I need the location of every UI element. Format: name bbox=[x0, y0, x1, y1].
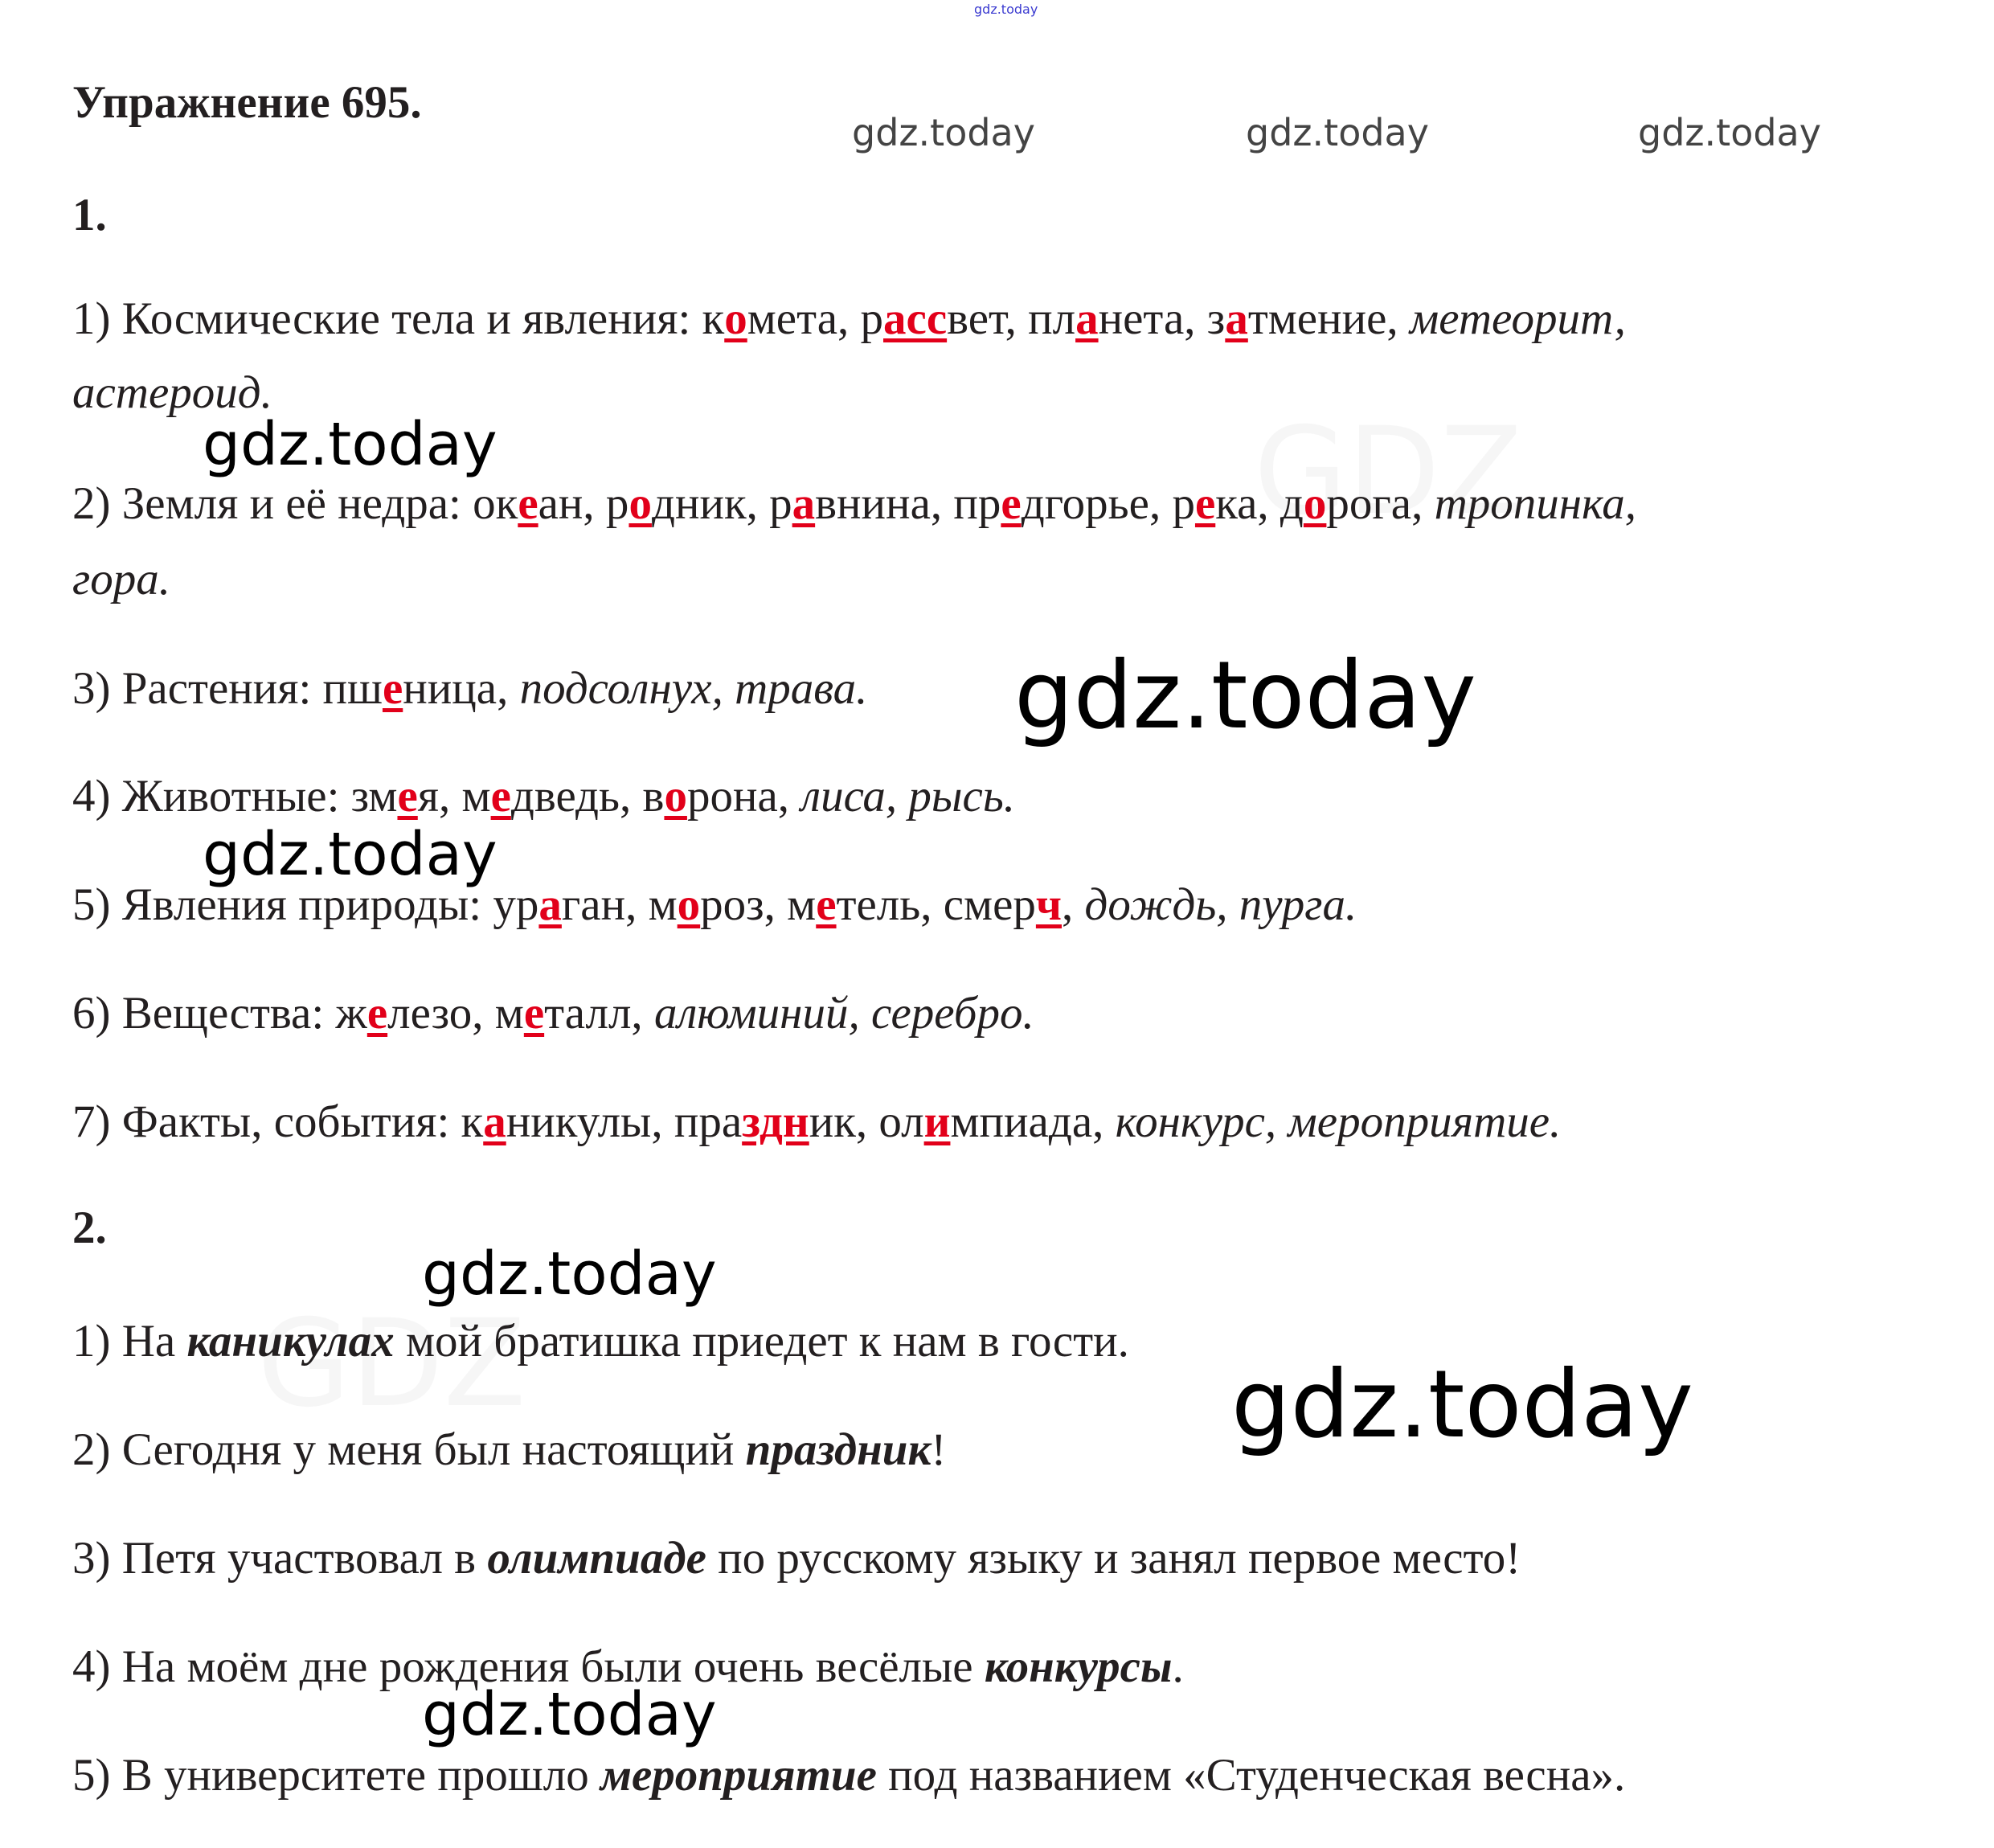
spelling-highlight: а bbox=[1075, 293, 1099, 344]
spelling-highlight: е bbox=[523, 988, 545, 1039]
watermark-top: gdz.today bbox=[974, 2, 1038, 17]
watermark: gdz.today bbox=[1014, 641, 1476, 750]
answer-line bbox=[72, 771, 1016, 822]
text-segment: 2) Земля и её недра: ок bbox=[72, 478, 518, 529]
spelling-highlight: а bbox=[538, 879, 562, 930]
text-segment: 4) На моём дне рождения были очень весёлые bbox=[72, 1641, 985, 1692]
watermark: gdz.today bbox=[1638, 111, 1821, 154]
added-example: гора. bbox=[72, 554, 170, 604]
answer-line bbox=[72, 478, 1637, 529]
text-segment: мой братишка приедет к нам в гости. bbox=[394, 1316, 1129, 1367]
emphasized-word: каникулах bbox=[186, 1316, 395, 1367]
emphasized-word: мероприятие bbox=[600, 1750, 877, 1801]
text-segment: тель, смер bbox=[836, 879, 1036, 930]
text-segment: рога, bbox=[1326, 478, 1435, 529]
spelling-highlight: асс bbox=[883, 293, 948, 344]
text-segment: вет, пл bbox=[947, 293, 1076, 344]
text-segment: 4) Животные: зм bbox=[72, 771, 398, 822]
text-segment: ка, д bbox=[1215, 478, 1304, 529]
sentence-line bbox=[72, 1533, 1521, 1584]
emphasized-word: олимпиаде bbox=[487, 1533, 706, 1584]
text-segment: тмение, bbox=[1247, 293, 1410, 344]
watermark: gdz.today bbox=[1246, 111, 1429, 154]
added-example: метеорит, bbox=[1409, 293, 1626, 344]
text-segment: 7) Факты, события: к bbox=[72, 1096, 484, 1147]
text-segment: мпиада, bbox=[950, 1096, 1116, 1147]
text-segment: 3) Петя участвовал в bbox=[72, 1533, 488, 1584]
answer-line bbox=[72, 293, 1626, 344]
added-example: лиса, рысь. bbox=[800, 771, 1016, 822]
spelling-highlight: е bbox=[382, 663, 403, 714]
text-segment: внина, пр bbox=[815, 478, 1001, 529]
text-segment: 5) Явления природы: ур bbox=[72, 879, 539, 930]
spelling-highlight: о bbox=[724, 293, 747, 344]
answer-line bbox=[72, 663, 868, 714]
spelling-highlight: здн bbox=[742, 1096, 809, 1147]
text-segment: рона, bbox=[686, 771, 801, 822]
answer-line bbox=[72, 367, 272, 418]
spelling-highlight: ч bbox=[1035, 879, 1063, 930]
text-segment: ница, bbox=[403, 663, 520, 714]
spelling-highlight: о bbox=[628, 478, 652, 529]
text-segment: 1) На bbox=[72, 1316, 187, 1367]
spelling-highlight: о bbox=[664, 771, 687, 822]
spelling-highlight: е bbox=[397, 771, 418, 822]
added-example: подсолнух, трава. bbox=[519, 663, 868, 714]
watermark: gdz.today bbox=[1231, 1350, 1693, 1459]
watermark: gdz.today bbox=[422, 1240, 717, 1309]
sentence-line bbox=[72, 1641, 1184, 1692]
text-segment: никулы, пра bbox=[506, 1096, 743, 1147]
text-segment: . bbox=[1172, 1641, 1184, 1692]
part-1-label: 1. bbox=[72, 190, 107, 240]
spelling-highlight: о bbox=[677, 879, 701, 930]
emphasized-word: конкурсы bbox=[984, 1641, 1173, 1692]
sentence-line bbox=[72, 1750, 1626, 1801]
text-segment: мета, р bbox=[747, 293, 884, 344]
added-example: конкурс, мероприятие. bbox=[1115, 1096, 1562, 1147]
text-segment: 6) Вещества: ж bbox=[72, 988, 367, 1039]
added-example: дождь, пурга. bbox=[1084, 879, 1357, 930]
text-segment: ! bbox=[931, 1424, 947, 1475]
watermark: gdz.today bbox=[203, 820, 497, 889]
text-segment: 3) Растения: пш bbox=[72, 663, 383, 714]
spelling-highlight: е bbox=[1194, 478, 1216, 529]
text-segment: ан, р bbox=[538, 478, 629, 529]
spelling-highlight: е bbox=[490, 771, 511, 822]
text-segment: я, м bbox=[417, 771, 491, 822]
added-example: тропинка, bbox=[1434, 478, 1637, 529]
part-2-label: 2. bbox=[72, 1203, 107, 1253]
text-segment: по русскому языку и занял первое место! bbox=[706, 1533, 1521, 1584]
text-segment: 1) Космические тела и явления: к bbox=[72, 293, 725, 344]
added-example: астероид. bbox=[72, 367, 272, 418]
text-segment: дник, р bbox=[651, 478, 792, 529]
spelling-highlight: е bbox=[518, 478, 538, 529]
text-segment: лезо, м bbox=[387, 988, 524, 1039]
text-segment: 2) Сегодня у меня был настоящий bbox=[72, 1424, 746, 1475]
answer-line bbox=[72, 879, 1357, 930]
added-example: алюминий, серебро. bbox=[653, 988, 1034, 1039]
text-segment: ик, ол bbox=[809, 1096, 924, 1147]
spelling-highlight: а bbox=[483, 1096, 506, 1147]
sentence-line bbox=[72, 1424, 947, 1475]
spelling-highlight: а bbox=[792, 478, 816, 529]
text-segment: ган, м bbox=[561, 879, 678, 930]
answer-line bbox=[72, 556, 170, 602]
exercise-title: Упражнение 695. bbox=[72, 77, 422, 128]
spelling-highlight: о bbox=[1303, 478, 1327, 529]
text-segment: талл, bbox=[544, 988, 654, 1039]
answer-line bbox=[72, 1096, 1562, 1147]
text-segment: роз, м bbox=[700, 879, 817, 930]
sentence-line bbox=[72, 1316, 1129, 1367]
watermark: gdz.today bbox=[852, 111, 1035, 154]
spelling-highlight: е bbox=[366, 988, 388, 1039]
spelling-highlight: е bbox=[816, 879, 837, 930]
text-segment: , bbox=[1062, 879, 1085, 930]
text-segment: нета, з bbox=[1098, 293, 1226, 344]
watermark: gdz.today bbox=[203, 410, 497, 479]
text-segment: дгорье, р bbox=[1021, 478, 1195, 529]
watermark: gdz.today bbox=[422, 1680, 717, 1749]
spelling-highlight: а bbox=[1225, 293, 1248, 344]
spelling-highlight: и bbox=[923, 1096, 951, 1147]
text-segment: дведь, в bbox=[510, 771, 665, 822]
answer-line bbox=[72, 988, 1034, 1039]
text-segment: 5) В университете прошло bbox=[72, 1750, 600, 1801]
emphasized-word: праздник bbox=[745, 1424, 931, 1475]
text-segment: под названием «Студенческая весна». bbox=[876, 1750, 1626, 1801]
spelling-highlight: е bbox=[1001, 478, 1022, 529]
